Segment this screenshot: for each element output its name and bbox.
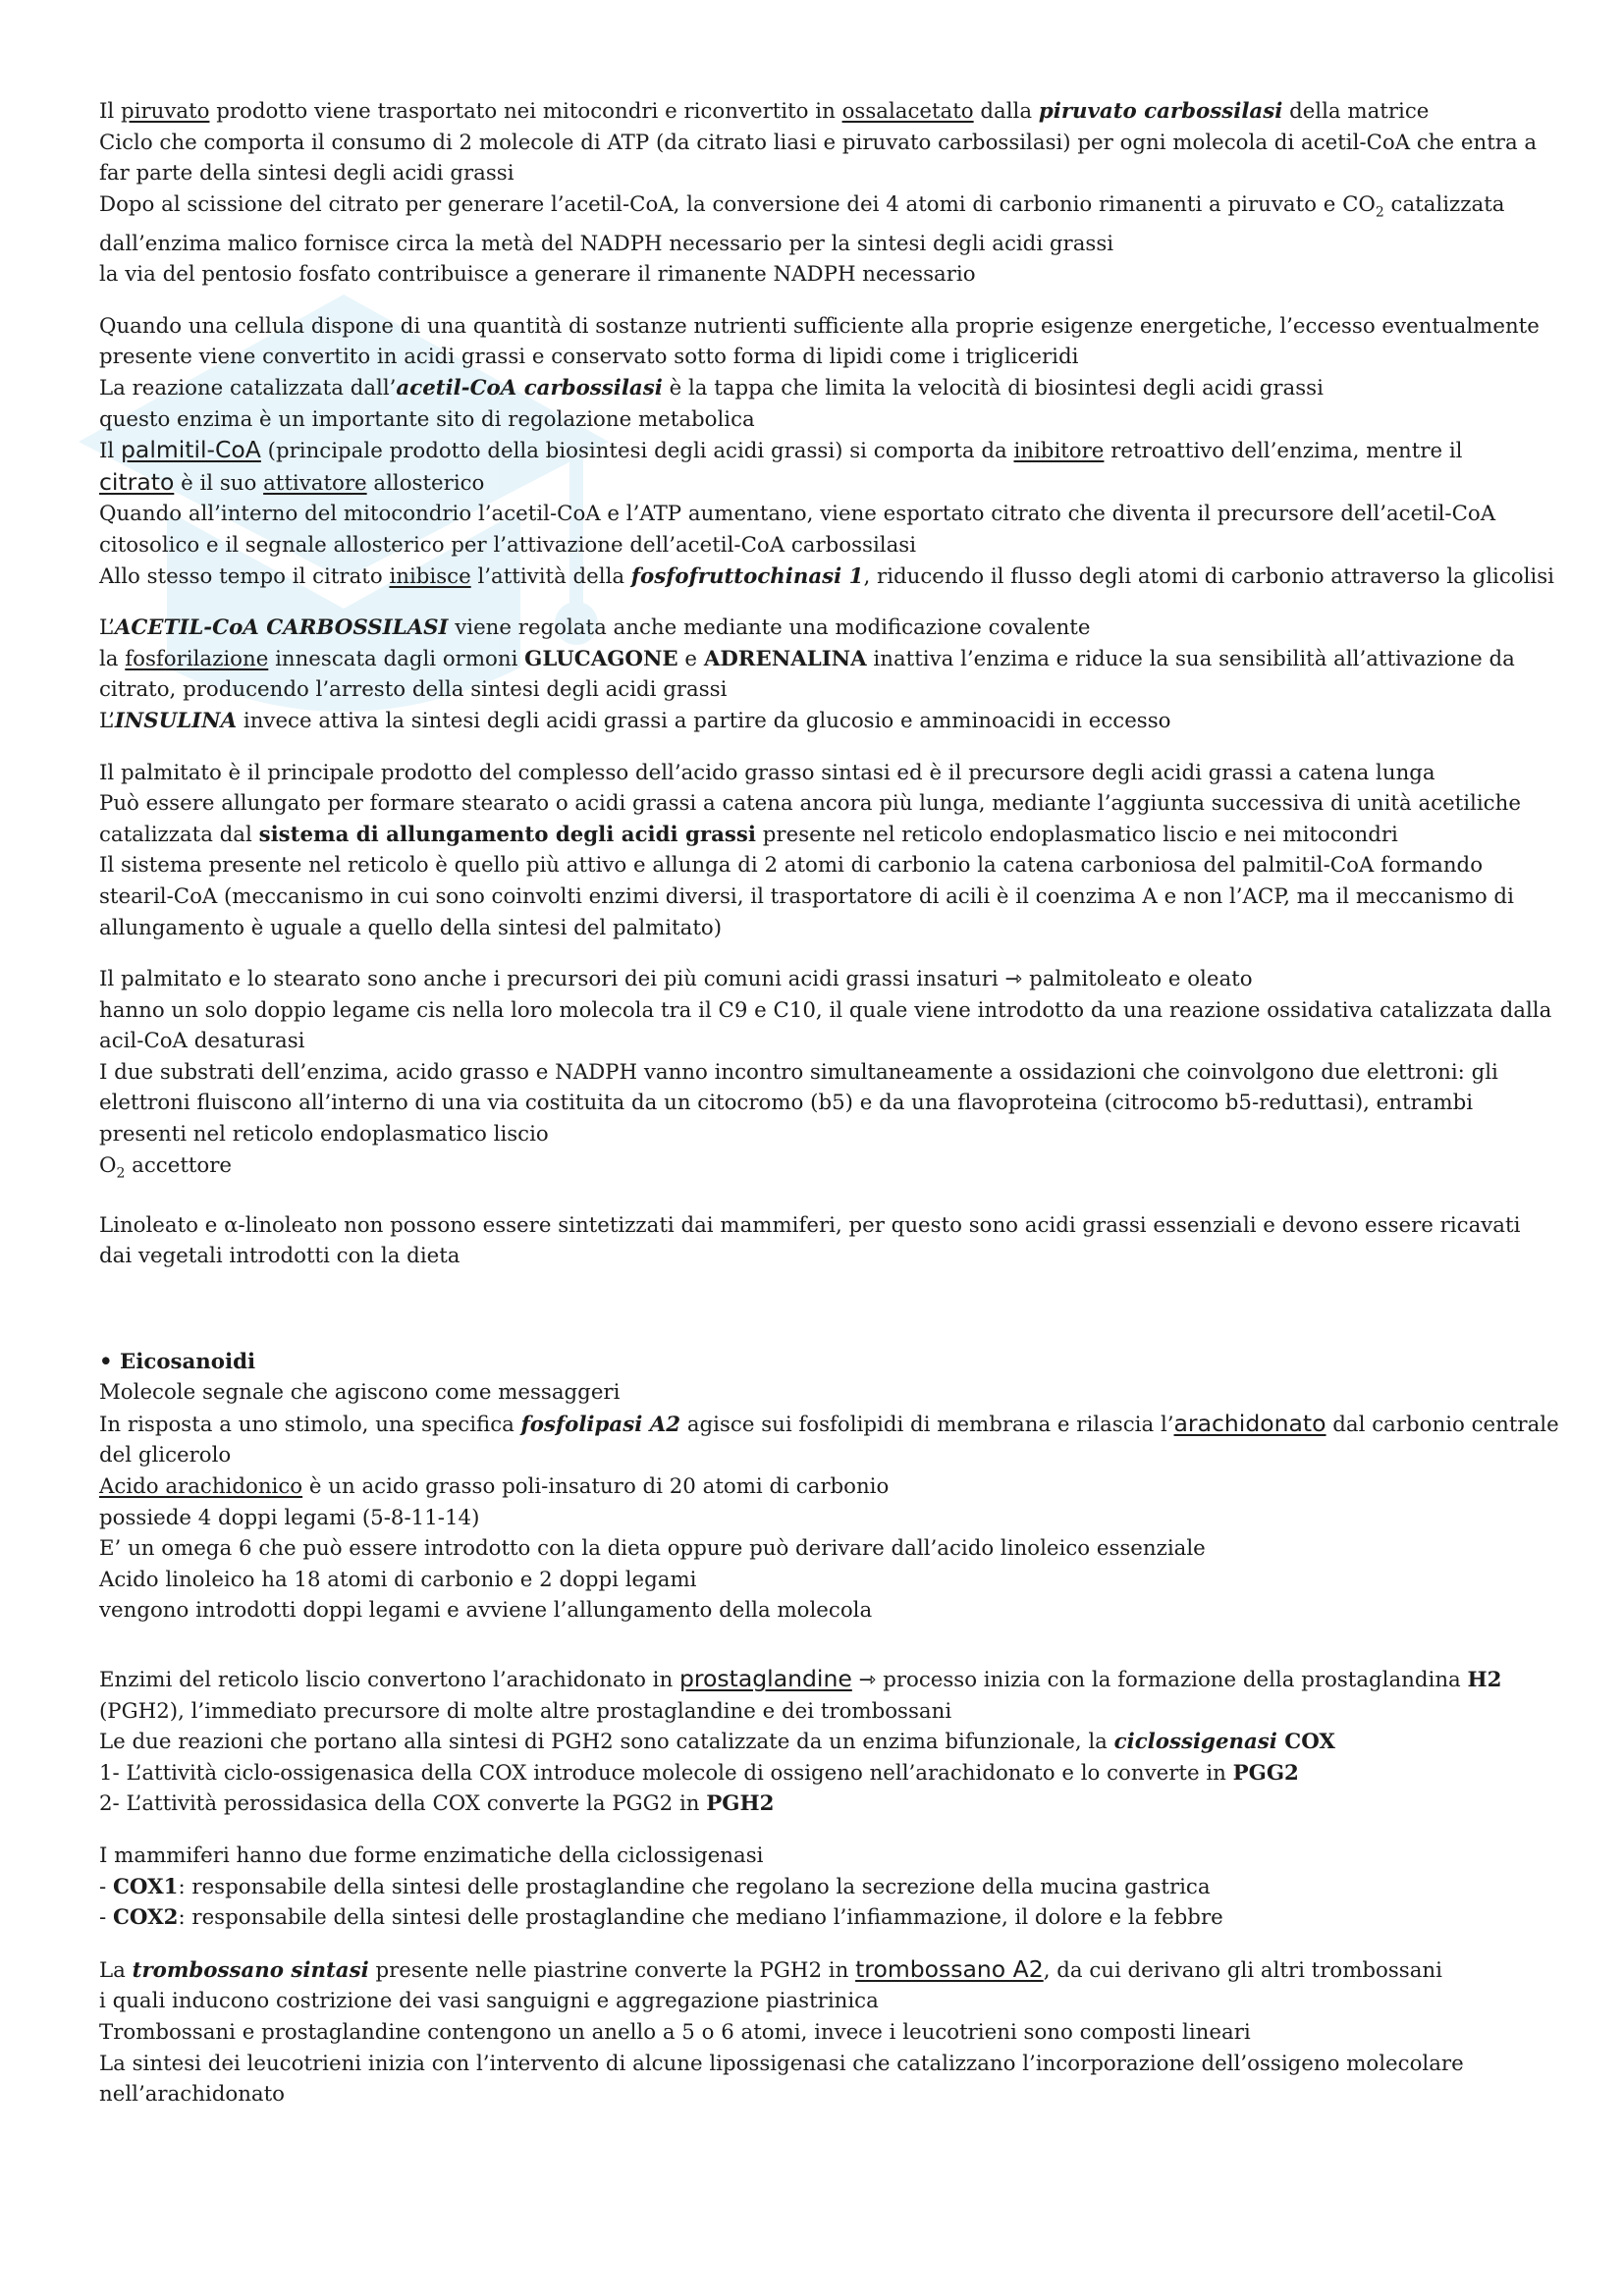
text-line: Il palmitil-CoA (principale prodotto della biosintesi degli acidi grassi) si comporta da inibitore retroattivo dell’enzima, mentre il [99,436,1463,464]
text-line: $O_2$ accettore [99,1152,233,1181]
text-line: questo enzima è un importante sito di regolazione metabolica [99,406,755,432]
text-line: In risposta a uno stimolo, una specifica fosfolipasi A2 agisce sui fosfolipidi di membrana e rilascia l’arachidonato dal carbonio centrale [99,1409,1559,1437]
text-line: stearil-CoA (meccanismo in cui sono coinvolti enzimi diversi, il trasportatore di acili è il coenzima A e non l’ACP, ma il meccanismo di [99,883,1514,909]
text-line: Trombossani e prostaglandine contengono un anello a 5 o 6 atomi, invece i leucotrieni sono composti lineari [99,2019,1251,2045]
text-line: Il sistema presente nel reticolo è quello più attivo e allunga di 2 atomi di carbonio la catena carboniosa del palmitil-CoA formando [99,853,1484,879]
text-line: possiede 4 doppi legami (5-8-11-14) [99,1505,480,1530]
text-line: L’ACETIL-CoA CARBOSSILASI viene regolata anche mediante una modificazione covalente [99,615,1091,641]
text-line: del glicerolo [99,1443,232,1468]
text-line: (PGH2), l’immediato precursore di molte altre prostaglandine e dei trombossani [99,1698,952,1724]
text-line: - COX2: responsabile della sintesi delle prostaglandine che mediano l’infiammazione, il dolore e la febbre [99,1905,1223,1931]
text-line: Acido linoleico ha 18 atomi di carbonio e 2 doppi legami [99,1567,697,1592]
text-line: Ciclo che comporta il consumo di 2 molecole di ATP (da citrato liasi e piruvato carbossilasi) per ogni molecola di acetil-CoA che entra a [99,130,1538,155]
text-line: la fosforilazione innescata dagli ormoni GLUCAGONE e ADRENALINA inattiva l’enzima e riduce la sua sensibilità all’attivazione da [99,646,1515,671]
text-line: citosolico e il segnale allosterico per l’attivazione dell’acetil-CoA carbossilasi [99,532,917,558]
text-line: E’ un omega 6 che può essere introdotto con la dieta oppure può derivare dall’acido linoleico essenziale [99,1536,1206,1562]
text-line: Il piruvato prodotto viene trasportato nei mitocondri e riconvertito in ossalacetato dalla piruvato carbossilasi della matrice [99,99,1430,124]
text-line: far parte della sintesi degli acidi grassi [99,161,514,187]
text-line: Può essere allungato per formare stearato o acidi grassi a catena ancora più lunga, mediante l’aggiunta successiva di unità acetiliche [99,791,1521,817]
text-line: La trombossano sintasi presente nelle piastrine converte la PGH2 in trombossano A2, da cui derivano gli altri trombossani [99,1954,1442,1983]
text-line: - COX1: responsabile della sintesi delle prostaglandine che regolano la secrezione della mucina gastrica [99,1874,1211,1899]
text-line: vengono introdotti doppi legami e avviene l’allungamento della molecola [99,1598,873,1624]
text-line: presenti nel reticolo endoplasmatico liscio [99,1122,549,1148]
section-heading: • Eicosanoidi [99,1349,256,1374]
text-line: I mammiferi hanno due forme enzimatiche della ciclossigenasi [99,1843,764,1868]
text-line: hanno un solo doppio legame cis nella loro molecola tra il C9 e C10, il quale viene introdotto da una reazione ossidativa catalizzata dalla [99,997,1552,1023]
text-line: dall’enzima malico fornisce circa la metà del NADPH necessario per la sintesi degli acidi grassi [99,231,1114,256]
text-line: Il palmitato è il principale prodotto del complesso dell’acido grasso sintasi ed è il precursore degli acidi grassi a catena lunga [99,760,1435,785]
text-line: Il palmitato e lo stearato sono anche i precursori dei più comuni acidi grassi insaturi ⇾ palmitoleato e oleato [99,967,1253,992]
text-line: Linoleato e α-linoleato non possono essere sintetizzati dai mammiferi, per questo sono acidi grassi essenziali e devono essere ricavati [99,1212,1521,1238]
text-line: Molecole segnale che agiscono come messaggeri [99,1380,621,1406]
text-line: I due substrati dell’enzima, acido grasso e NADPH vanno incontro simultaneamente a ossidazioni che coinvolgono due elettroni: gli [99,1059,1498,1085]
text-line: allungamento è uguale a quello della sintesi del palmitato) [99,915,723,940]
text-line: acil-CoA desaturasi [99,1029,305,1054]
text-line: nell’arachidonato [99,2082,285,2108]
text-line: Le due reazioni che portano alla sintesi di PGH2 sono catalizzate da un enzima bifunzionale, la ciclossigenasi COX [99,1730,1335,1755]
text-line: dai vegetali introdotti con la dieta [99,1244,460,1269]
text-line: 1- L’attività ciclo-ossigenasica della COX introduce molecole di ossigeno nell’arachidonato e lo converte in PGG2 [99,1760,1299,1786]
text-line: elettroni fluiscono all’interno di una via costituita da un citocromo (b5) e da una flavoproteina (citrocomo b5-reduttasi), entrambi [99,1091,1474,1116]
text-line: presente viene convertito in acidi grassi e conservato sotto forma di lipidi come i trigliceridi [99,345,1079,370]
text-line: catalizzata dal sistema di allungamento degli acidi grassi presente nel reticolo endoplasmatico liscio e nei mitocondri [99,822,1398,847]
text-line: 2- L’attività perossidasica della COX converte la PGG2 in PGH2 [99,1791,775,1817]
text-line: Enzimi del reticolo liscio convertono l’arachidonato in prostaglandine ⇾ processo inizia con la formazione della prostaglandina H2 [99,1665,1502,1693]
document-body [99,96,1559,2110]
text-line: citrato è il suo attivatore allosterico [99,467,485,496]
text-line: Acido arachidonico è un acido grasso poli-insaturo di 20 atomi di carbonio [99,1474,890,1500]
text-line: Allo stesso tempo il citrato inibisce l’attività della fosfofruttochinasi 1, riducendo il flusso degli atomi di carbonio attraverso la glicolisi [99,563,1554,589]
text-line: citrato, producendo l’arresto della sintesi degli acidi grassi [99,677,728,703]
text-line: La sintesi dei leucotrieni inizia con l’intervento di alcune lipossigenasi che catalizzano l’incorporazione dell’ossigeno molecolare [99,2051,1464,2076]
text-line: La reazione catalizzata dall’acetil-CoA carbossilasi è la tappa che limita la velocità di biosintesi degli acidi grassi [99,376,1324,400]
text-line: Quando una cellula dispone di una quantità di sostanze nutrienti sufficiente alla proprie esigenze energetiche, l’eccesso eventualmente [99,313,1540,339]
text-line: la via del pentosio fosfato contribuisce a generare il rimanente NADPH necessario [99,262,976,288]
text-line: L’INSULINA invece attiva la sintesi degli acidi grassi a partire da glucosio e amminoacidi in eccesso [99,708,1171,733]
text-line: i quali inducono costrizione dei vasi sanguigni e aggregazione piastrinica [99,1989,879,2014]
text-line: Quando all’interno del mitocondrio l’acetil-CoA e l’ATP aumentano, viene esportato citrato che diventa il precursore dell’acetil-CoA [99,502,1496,527]
text-line: Dopo al scissione del citrato per generare l’acetil-CoA, la conversione dei 4 atomi di carbonio rimanenti a piruvato e $CO_2$ catalizzata [99,191,1505,221]
